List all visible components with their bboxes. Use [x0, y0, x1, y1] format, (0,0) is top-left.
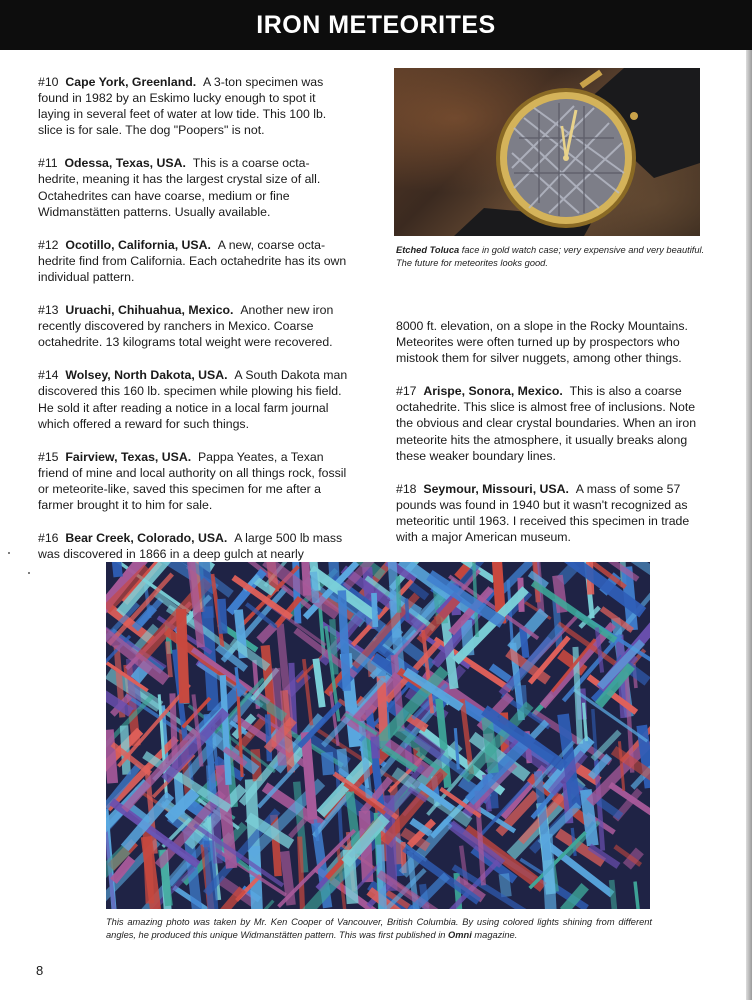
page-number: 8 — [36, 963, 44, 978]
left-column — [38, 74, 350, 579]
entry-text: A mass of some 57 pounds was found in 1940 but it wasn't recognized as meteoritic until 1963. I received this specimen in trade with a major American museum. — [396, 481, 690, 545]
entry-16 — [38, 530, 350, 562]
micro-caption — [106, 916, 652, 941]
watch-photo — [394, 68, 700, 236]
entry-text: A large 500 lb mass was discovered in 1866 in a deep gulch at nearly — [38, 531, 343, 562]
caption-bold: Omni — [448, 929, 472, 940]
watch-crown — [630, 112, 638, 120]
entry-13 — [38, 302, 350, 350]
entry-number: #11 — [38, 156, 58, 171]
entry-place: Odessa, Texas, USA. — [64, 156, 186, 171]
page-title: IRON METEORITES — [256, 11, 496, 39]
widmanstatten-pattern — [106, 562, 650, 909]
entry-text: Pappa Yeates, a Texan friend of mine and local authority on all things rock, fossil or meteorite-like, saved this specimen for me after a farmer brought it to him for sale. — [38, 449, 347, 512]
entry-10 — [38, 74, 350, 138]
entry-text: A South Dakota man discovered this 160 lb. specimen while plowing his field. He sold it after reading a notice in a local farm journal which offered a reward for such things. — [38, 368, 348, 431]
entry-place: Arispe, Sonora, Mexico. — [423, 384, 563, 399]
entry-text: A 3-ton specimen was found in 1982 by an Eskimo lucky enough to spot it laying in several feet of water at low tide. This 100 lb. slice is for sale. The dog "Poopers" is not. — [38, 75, 327, 138]
page-header — [0, 0, 752, 50]
entry-number: #14 — [38, 368, 59, 383]
page-edge — [746, 0, 752, 1000]
watch-lug — [579, 70, 602, 89]
entry-15 — [38, 449, 350, 513]
entry-number: #15 — [38, 449, 59, 464]
entry-place: Bear Creek, Colorado, USA. — [65, 531, 228, 546]
entry-place: Seymour, Missouri, USA. — [423, 481, 569, 496]
caption-end: magazine. — [474, 929, 518, 940]
entry-number: #17 — [396, 384, 417, 399]
entry-text: Another new iron recently discovered by ranchers in Mexico. Coarse octahedrite. 13 kilograms total weight were recovered. — [38, 303, 334, 350]
entry-18 — [396, 481, 708, 545]
page-speck — [28, 572, 30, 574]
caption-text: This amazing photo was taken by Mr. Ken Cooper of Vancouver, British Columbia. By using colored lights shining from different angles, he produced this unique Widmanstätten pattern. This was first published in — [106, 917, 652, 940]
entry-number: #13 — [38, 303, 59, 318]
entry-place: Fairview, Texas, USA. — [65, 449, 192, 464]
entry-number: #12 — [38, 237, 59, 252]
right-column — [396, 318, 708, 562]
entry-place: Ocotillo, California, USA. — [65, 237, 211, 252]
entry-number: #18 — [396, 481, 417, 496]
entry-14 — [38, 367, 350, 431]
entry-text: A new, coarse octa-hedrite find from California. Each octahedrite has its own individual pattern. — [38, 237, 347, 284]
widmanstatten-photo — [106, 562, 650, 909]
watch-caption — [396, 244, 714, 269]
entry-place: Cape York, Greenland. — [65, 75, 197, 89]
entry-11 — [38, 155, 350, 219]
crystal-lamellae — [106, 562, 650, 909]
entry-place: Uruachi, Chihuahua, Mexico. — [65, 303, 234, 318]
entry-text: This is also a coarse octahedrite. This slice is almost free of inclusions. Note the obvious and clear crystal boundaries. When an iron meteorite hits the atmosphere, it usually breaks along these weaker boundary lines. — [396, 384, 697, 463]
caption-text: face in gold watch case; very expensive and very beautiful. The future for meteorites looks good. — [396, 245, 705, 268]
entry-17 — [396, 383, 708, 463]
page-speck — [8, 552, 10, 554]
caption-bold: Etched Toluca — [396, 245, 460, 255]
entry-text: This is a coarse octa-hedrite, meaning it has the largest crystal size of all. Octahedrites can have coarse, medium or fine Widmanstätten patterns. Usually available. — [38, 156, 321, 219]
watch-illustration — [394, 68, 700, 236]
entry-place: Wolsey, North Dakota, USA. — [65, 368, 228, 383]
entry-number: #10 — [38, 75, 59, 89]
continuation-16: 8000 ft. elevation, on a slope in the Rocky Mountains. Meteorites were often turned up by prospectors who mistook them for silver nuggets, among other things. — [396, 319, 688, 366]
entry-12 — [38, 237, 350, 285]
entry-number: #16 — [38, 531, 59, 546]
